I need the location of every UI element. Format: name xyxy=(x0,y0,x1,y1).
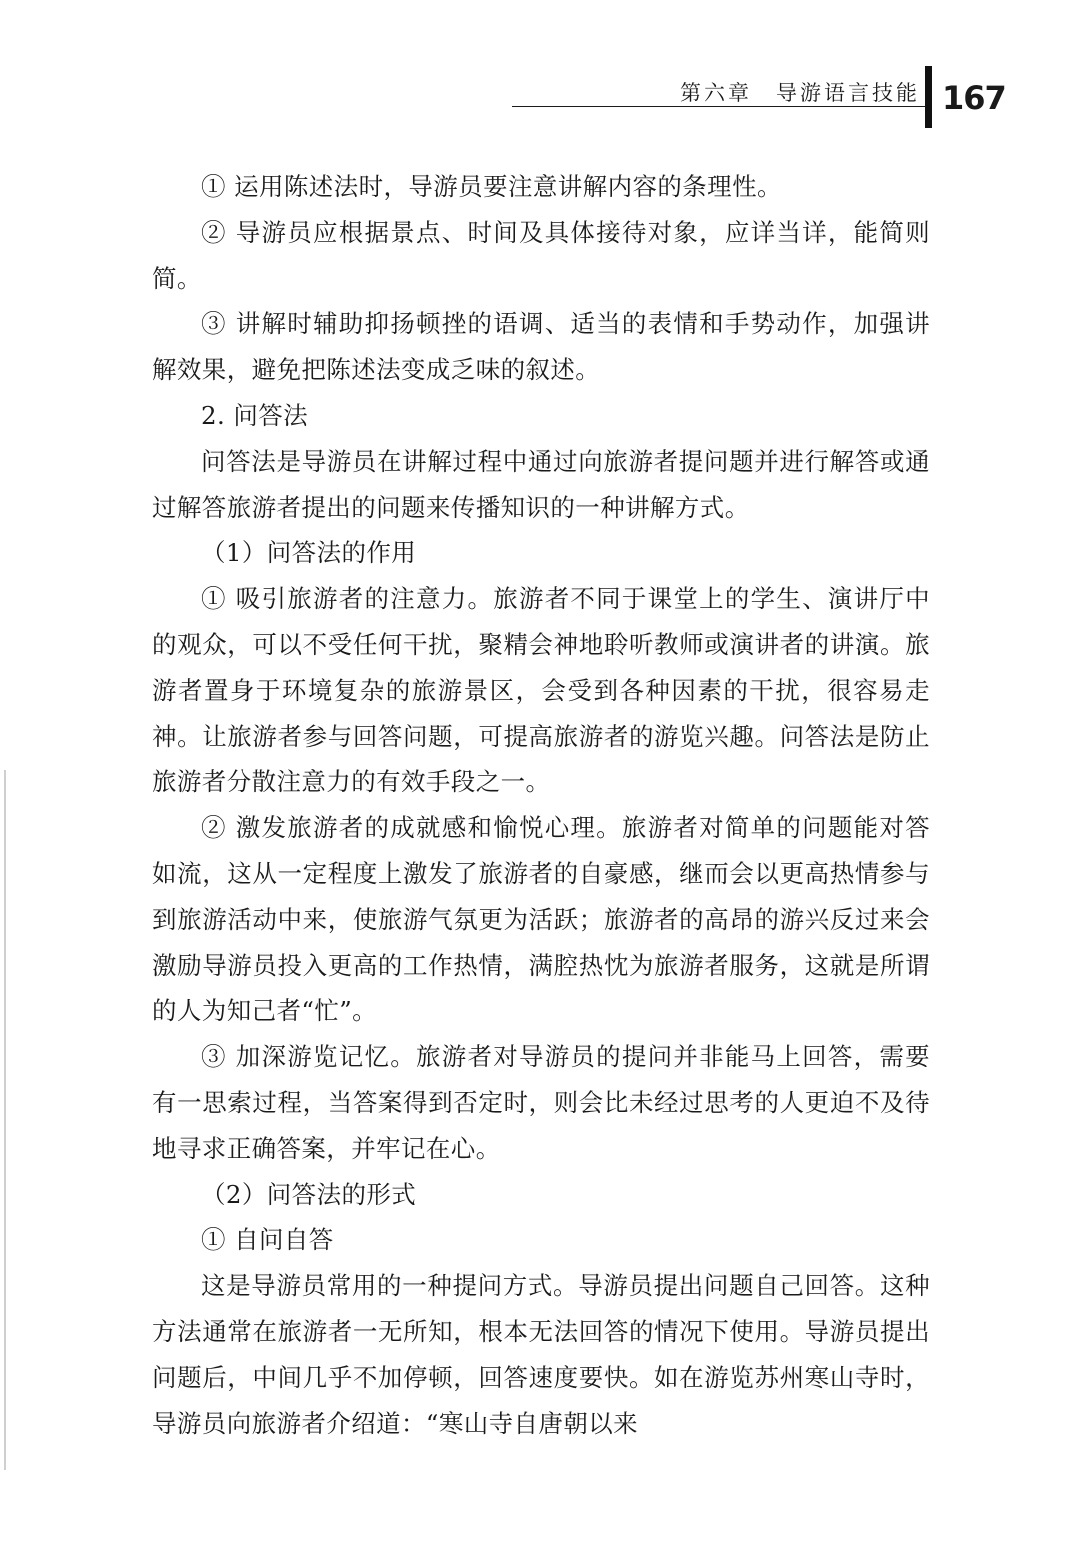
list-item-purpose-2: ② 激发旅游者的成就感和愉悦心理。旅游者对简单的问题能对答如流，这从一定程度上激发了旅游者的自豪感，继而会以更高热情参与到旅游活动中来，使旅游气氛更为活跃；旅游者的高昂的游兴反过来会激励导游员投入更高的工作热情，满腔热忱为旅游者服务，这就是所谓的人为知己者“忙”。 xyxy=(152,813,930,1026)
subheading-self-question: ① 自问自答 xyxy=(201,1225,334,1255)
subheading-qa-purpose: （1）问答法的作用 xyxy=(201,538,417,568)
paragraph-qa-definition: 问答法是导游员在讲解过程中通过向旅游者提问题并进行解答或通过解答旅游者提出的问题来传播知识的一种讲解方式。 xyxy=(152,446,930,522)
paragraph-self-question: 这是导游员常用的一种提问方式。导游员提出问题自己回答。这种方法通常在旅游者一无所知，根本无法回答的情况下使用。导游员提出问题后，中间几乎不加停顿，回答速度要快。如在游览苏州寒山寺时，导游员向旅游者介绍道：“寒山寺自唐朝以来 xyxy=(152,1271,930,1438)
list-item-point-3: ③ 讲解时辅助抑扬顿挫的语调、适当的表情和手势动作，加强讲解效果，避免把陈述法变成乏味的叙述。 xyxy=(152,309,930,385)
running-header-title: 第六章 导游语言技能 xyxy=(680,81,920,105)
scan-edge-shadow xyxy=(4,770,6,1470)
subheading-qa-forms: （2）问答法的形式 xyxy=(201,1179,417,1209)
body-text xyxy=(152,164,930,1446)
section-heading-qa-method: 2. 问答法 xyxy=(201,400,309,430)
header-rule xyxy=(512,106,930,107)
page-number: 167 xyxy=(942,79,1006,117)
list-item-purpose-3: ③ 加深游览记忆。旅游者对导游员的提问并非能马上回答，需要有一思索过程，当答案得到否定时，则会比未经过思考的人更迫不及待地寻求正确答案，并牢记在心。 xyxy=(152,1042,930,1163)
list-item-purpose-1: ① 吸引旅游者的注意力。旅游者不同于课堂上的学生、演讲厅中的观众，可以不受任何干扰，聚精会神地聆听教师或演讲者的讲演。旅游者置身于环境复杂的旅游景区，会受到各种因素的干扰，很容易走神。让旅游者参与回答问题，可提高旅游者的游览兴趣。问答法是防止旅游者分散注意力的有效手段之一。 xyxy=(152,584,930,797)
header-vertical-bar xyxy=(925,66,932,128)
list-item-point-1: ① 运用陈述法时，导游员要注意讲解内容的条理性。 xyxy=(201,172,782,201)
list-item-point-2: ② 导游员应根据景点、时间及具体接待对象，应详当详，能简则简。 xyxy=(152,217,930,293)
